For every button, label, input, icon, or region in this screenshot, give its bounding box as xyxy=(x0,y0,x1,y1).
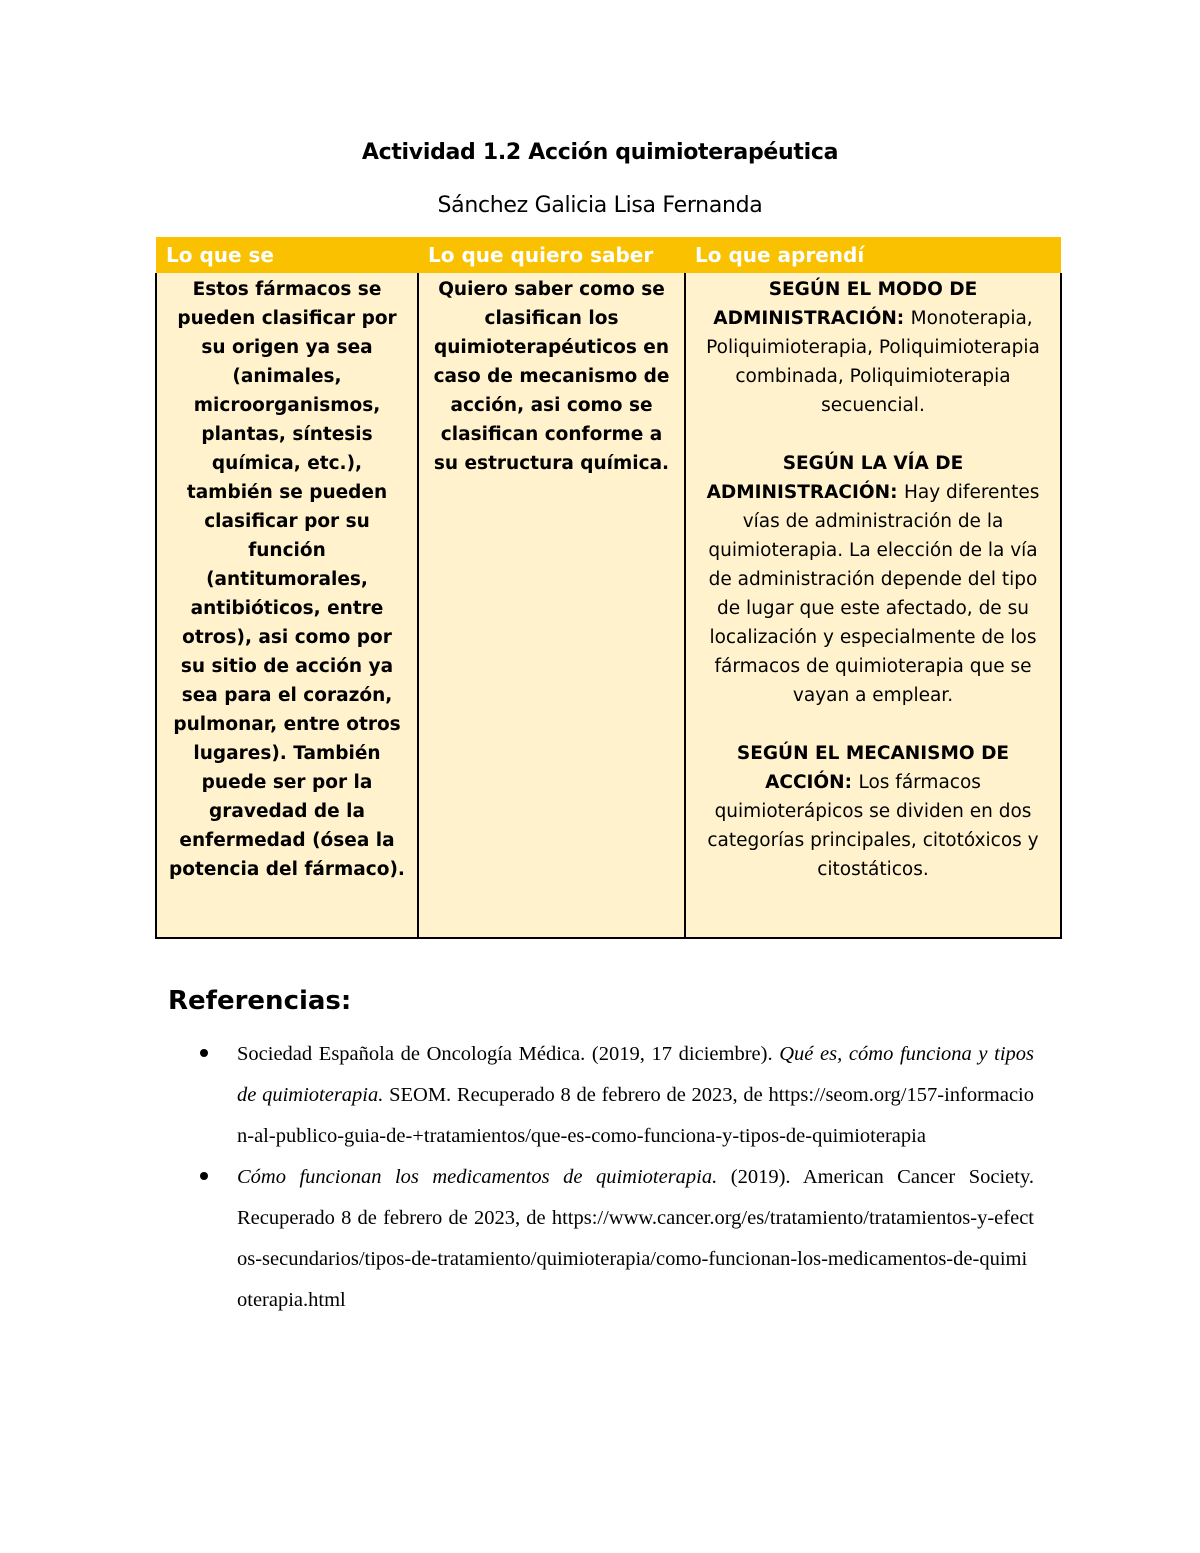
reference-item xyxy=(200,1034,1034,1157)
reference-item xyxy=(200,1157,1034,1321)
header-want: Lo que quiero saber xyxy=(418,237,685,273)
page-title: Actividad 1.2 Acción quimioterapéutica xyxy=(361,140,839,165)
table-header-row xyxy=(156,237,1061,273)
want-text: Quiero saber como se clasifican los quimioterapéuticos en caso de mecanismo de acción, asi como se clasifican conforme a su estructura química. xyxy=(433,279,670,474)
learned-text-route: Hay diferentes vías de administración de la quimioterapia. La elección de la vía de administración depende del tipo de lugar que este afectado, de su localización y especialmente de los fármacos de quimioterapia que se vayan a emplear. xyxy=(708,482,1040,706)
header-learned: Lo que aprendí xyxy=(685,237,1061,273)
cell-learned xyxy=(685,273,1061,938)
know-text: Estos fármacos se pueden clasificar por su origen ya sea (animales, microorganismos, plantas, síntesis química, etc.), también se pueden clasificar por su función (antitumorales, antibióticos, entre otros), asi como por su sitio de acción ya sea para el corazón, pulmonar, entre otros lugares). También puede ser por la gravedad de la enfermedad (ósea la potencia del fármaco). xyxy=(169,279,405,880)
learned-block-route xyxy=(696,449,1050,710)
table-body-row xyxy=(156,273,1061,938)
header-know: Lo que se xyxy=(156,237,418,273)
kwl-table xyxy=(155,237,1062,939)
learned-heading-mode: SEGÚN EL MODO DE ADMINISTRACIÓN: xyxy=(713,279,978,329)
cell-want xyxy=(418,273,685,938)
reference-url[interactable]: https://www.cancer.org/es/tratamiento/tratamientos-y-efectos-secundarios/tipos-de-tratamiento/quimioterapia/como-funcionan-los-medicamentos-de-quimioterapia.html xyxy=(237,1207,1034,1311)
learned-block-mechanism xyxy=(696,739,1050,884)
bullet-icon xyxy=(200,1172,208,1180)
reference-text: Sociedad Española de Oncología Médica. (2019, 17 diciembre). xyxy=(237,1043,780,1065)
learned-heading-route: SEGÚN LA VÍA DE ADMINISTRACIÓN: xyxy=(706,453,964,503)
reference-url[interactable]: https://seom.org/157-informacion-al-publico-guia-de-+tratamientos/que-es-como-funciona-y-tipos-de-quimioterapia xyxy=(237,1084,1035,1147)
bullet-icon xyxy=(200,1049,208,1057)
cell-know xyxy=(156,273,418,938)
learned-heading-mechanism: SEGÚN EL MECANISMO DE ACCIÓN: xyxy=(736,743,1010,793)
reference-title: Cómo funcionan los medicamentos de quimioterapia. xyxy=(237,1166,718,1188)
references-heading: Referencias: xyxy=(168,986,352,1016)
reference-source: (2019). American Cancer Society. Recuperado 8 de febrero de 2023, de xyxy=(237,1166,1034,1229)
reference-title: Qué es, cómo funciona y tipos de quimioterapia. xyxy=(237,1043,1034,1106)
author-name: Sánchez Galicia Lisa Fernanda xyxy=(437,193,763,218)
learned-text-mechanism: Los fármacos quimioterápicos se dividen en dos categorías principales, citotóxicos y citostáticos. xyxy=(707,772,1039,880)
reference-source: SEOM. Recuperado 8 de febrero de 2023, de xyxy=(383,1084,769,1106)
learned-text-mode: Monoterapia, Poliquimioterapia, Poliquimioterapia combinada, Poliquimioterapia secuencial. xyxy=(706,308,1040,416)
learned-block-mode xyxy=(696,275,1050,420)
reference-list xyxy=(200,1034,1034,1321)
